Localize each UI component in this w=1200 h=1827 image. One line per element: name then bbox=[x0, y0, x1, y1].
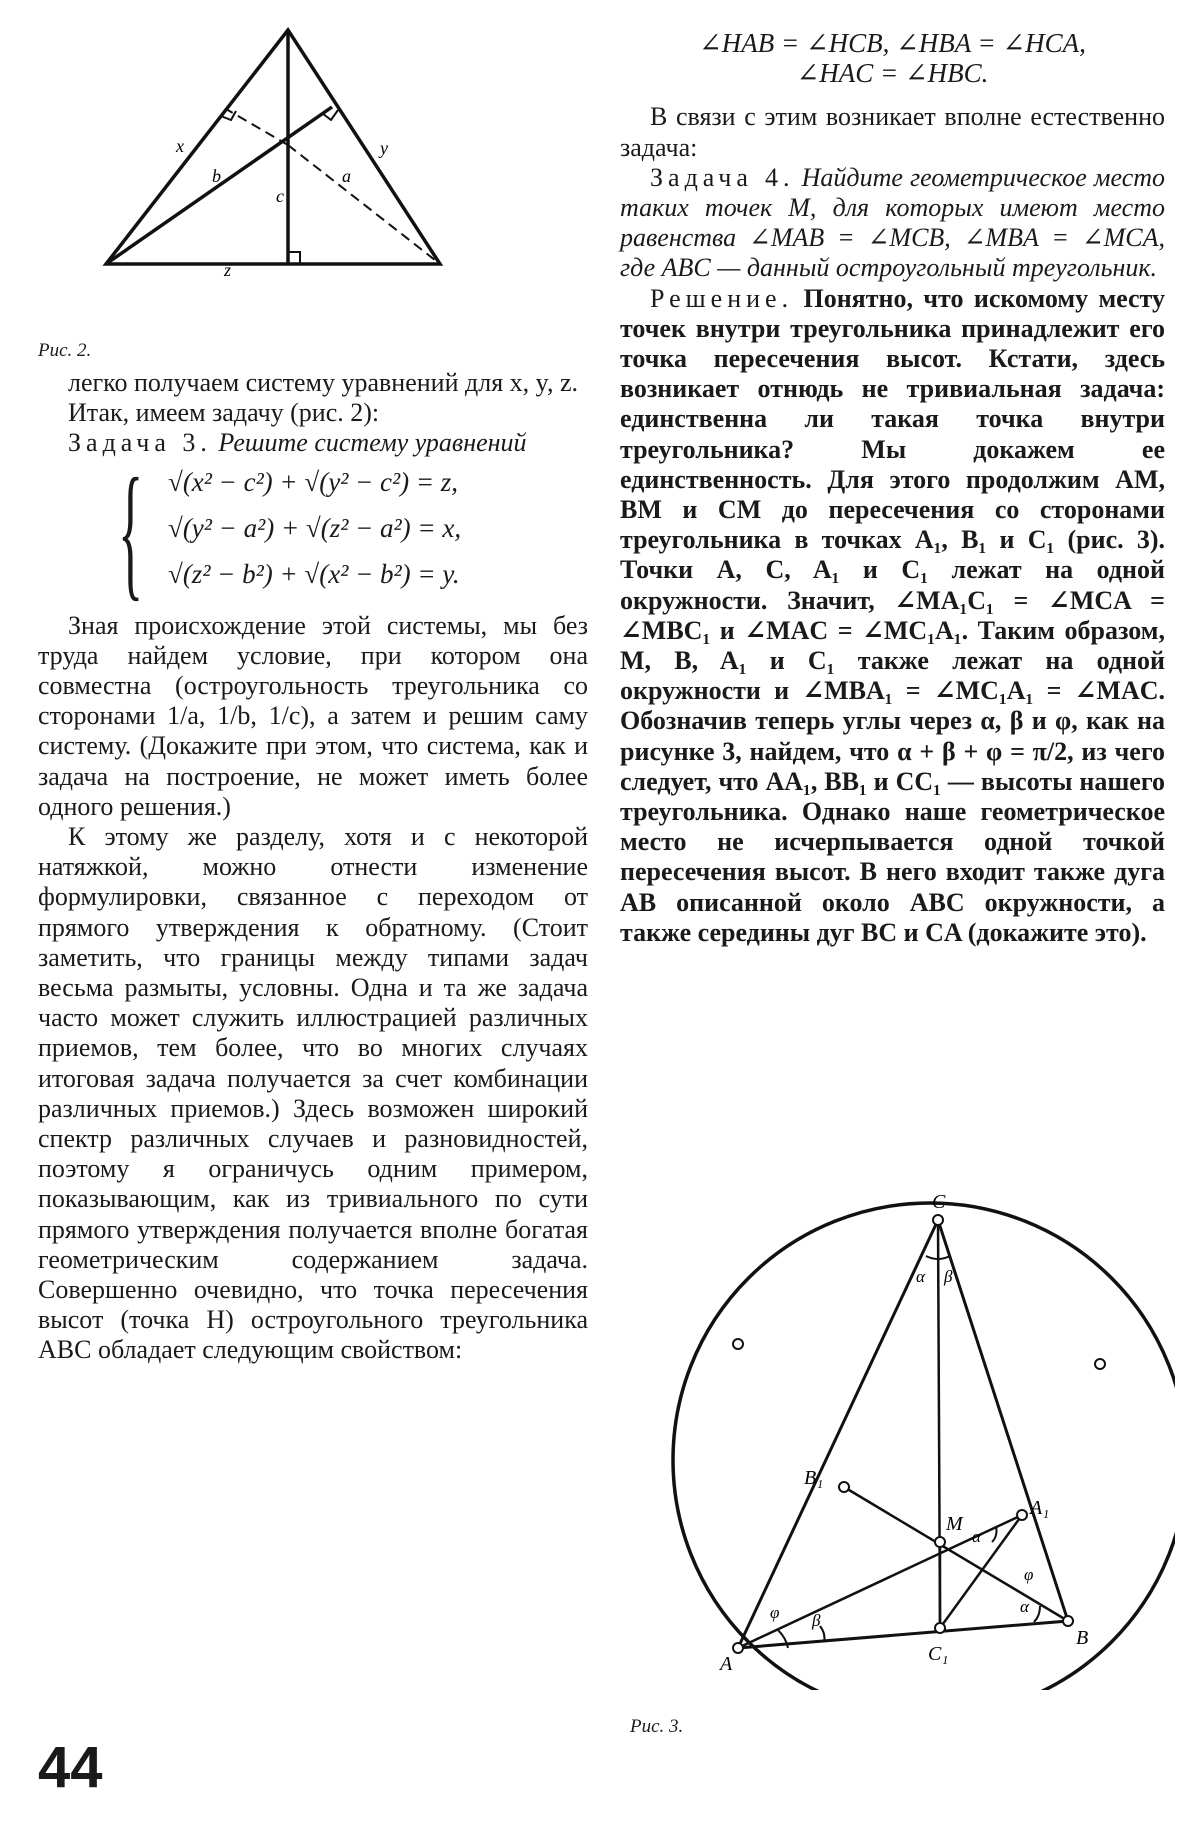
fig3-label-c: C bbox=[932, 1191, 946, 1213]
right-column bbox=[620, 28, 1165, 948]
equation-system bbox=[118, 447, 588, 614]
equation-line-1: ∠HAB = ∠HCB, ∠HBA = ∠HCA, bbox=[699, 28, 1086, 58]
fig3-label-b1: B₁ bbox=[804, 1467, 824, 1489]
solution bbox=[620, 284, 1165, 948]
equation-2: √(y² − a²) + √(z² − a²) = x, bbox=[168, 512, 462, 543]
page-number: 44 bbox=[38, 1735, 103, 1800]
fig2-label-y: y bbox=[380, 138, 388, 158]
fig3-label-alpha: α bbox=[916, 1267, 925, 1286]
point-b1 bbox=[839, 1482, 849, 1492]
arc-midpoint bbox=[733, 1339, 743, 1349]
fig3-label-phi: φ bbox=[770, 1603, 780, 1622]
brace: { bbox=[118, 447, 144, 614]
task3-label: Задача 3. bbox=[68, 428, 212, 458]
dashed-x bbox=[226, 109, 288, 145]
fig3-label-alpha: α bbox=[1020, 1597, 1029, 1616]
equation-1: √(x² − c²) + √(y² − c²) = z, bbox=[168, 466, 459, 497]
point-a bbox=[733, 1643, 743, 1653]
fig3-label-m: M bbox=[946, 1513, 963, 1535]
point-c bbox=[933, 1215, 943, 1225]
point-c1 bbox=[935, 1623, 945, 1633]
paragraph: К этому же разделу, хотя и с некоторой натяжкой, можно отнести изменение формулировки, связанное с переходом от прямого утверждения к обратному. (Стоит заметить, что границы между типами задач весьма размыты, условны. Одна и та же задача часто может служить иллюстрацией различных приемов, тем более, что во многих случаях итоговая задача получается за счет комбинации различных приемов.) Здесь возможен широкий спектр различных случаев и разновидностей, поэтому я ограничусь одним примером, показывающим, как из тривиального по сути прямого утверждения получается вполне богатая геометрическим содержанием задача. Совершенно очевидно, что точка пересечения высот (точка H) остроугольного треугольника ABC обладает следующим свойством: bbox=[38, 822, 588, 1365]
left-column bbox=[38, 368, 588, 1366]
fig2-label-z: z bbox=[224, 260, 232, 280]
figure-3 bbox=[620, 1190, 1175, 1690]
fig3-label-alpha: α bbox=[972, 1527, 981, 1546]
paragraph: Итак, имеем задачу (рис. 2): bbox=[68, 398, 380, 428]
fig3-label-beta: β bbox=[812, 1611, 821, 1630]
fig3-label-phi: φ bbox=[1024, 1565, 1034, 1584]
fig2-label-a: a bbox=[342, 166, 351, 186]
arc-midpoint bbox=[1095, 1359, 1105, 1369]
triangle-abc bbox=[738, 1220, 1068, 1648]
task4-label: Задача 4. bbox=[650, 162, 795, 192]
figure-2 bbox=[100, 20, 460, 290]
equation-line-2: ∠HAC = ∠HBC. bbox=[796, 58, 989, 89]
task-4 bbox=[620, 163, 1165, 284]
fig3-label-b: B bbox=[1076, 1627, 1089, 1649]
fig3-caption: Рис. 3. bbox=[630, 1716, 684, 1737]
equation-3: √(z² − b²) + √(x² − b²) = y. bbox=[168, 558, 460, 589]
paragraph: легко получаем систему уравнений для x, y, z. bbox=[68, 368, 579, 397]
fig3-label-beta: β bbox=[944, 1267, 953, 1286]
right-angle-mark bbox=[288, 252, 300, 264]
fig3-label-a1: A₁ bbox=[1030, 1497, 1050, 1519]
solution-label: Решение. bbox=[650, 283, 794, 313]
fig2-label-x: x bbox=[176, 136, 184, 156]
fig3-label-c1: C₁ bbox=[928, 1643, 949, 1665]
point-a1 bbox=[1017, 1510, 1027, 1520]
paragraph: Зная происхождение этой системы, мы без труда найдем условие, при котором она совместна (остроугольность треугольника со сторонами 1/a, 1/b, 1/c), а затем и решим саму систему. (Докажите при этом, что система, как и задача на построение, не может иметь более одного решения.) bbox=[38, 610, 588, 821]
fig2-label-b: b bbox=[212, 166, 221, 186]
dashed-a bbox=[288, 145, 440, 264]
task3-text: Решите систему уравнений bbox=[218, 428, 527, 458]
angle-arc bbox=[1034, 1606, 1040, 1622]
fig2-caption: Рис. 2. bbox=[38, 340, 92, 361]
angle-arc bbox=[820, 1626, 825, 1642]
solution-text: Понятно, что искомому месту точек внутри треугольника принадлежит его точка пересечения высот. Кстати, здесь возникает отнюдь не тривиальная задача: единственна ли такая точка внутри треугольника? Мы докажем ее единственность. Для этого продолжим AM, BM и CM до пересечения со сторонами треугольника в точках A₁, B₁ и C₁ (рис. 3). Точки A, C, A₁ и C₁ лежат на одной окружности. Значит, ∠MA₁C₁ = ∠MCA = ∠MBC₁ и ∠MAC = ∠MC₁A₁. Таким образом, M, B, A₁ и C₁ также лежат на одной окружности и ∠MBA₁ = ∠MC₁A₁ = ∠MAC. Обозначив теперь углы через α, β и φ, как на рисунке 3, найдем, что α + β + φ = π/2, из чего следует, что AA₁, BB₁ и CC₁ — высоты нашего треугольника. Однако наше геометрическое место не исчерпывается одной точкой пересечения высот. В него входит также дуга AB описанной около ABC окружности, а также середины дуг BC и CA (докажите это). bbox=[620, 283, 1165, 947]
paragraph: В связи с этим возникает вполне естественно задача: bbox=[620, 102, 1165, 162]
task4-text: Найдите геометрическое место таких точек M, для которых имеют место равенства ∠MAB = ∠MCB, ∠MBA = ∠MCA, где ABC — данный остроугольный треугольник. bbox=[620, 162, 1166, 283]
point-m bbox=[935, 1537, 945, 1547]
point-b bbox=[1063, 1616, 1073, 1626]
fig3-label-a: A bbox=[720, 1653, 733, 1675]
fig2-label-c: c bbox=[276, 186, 284, 206]
